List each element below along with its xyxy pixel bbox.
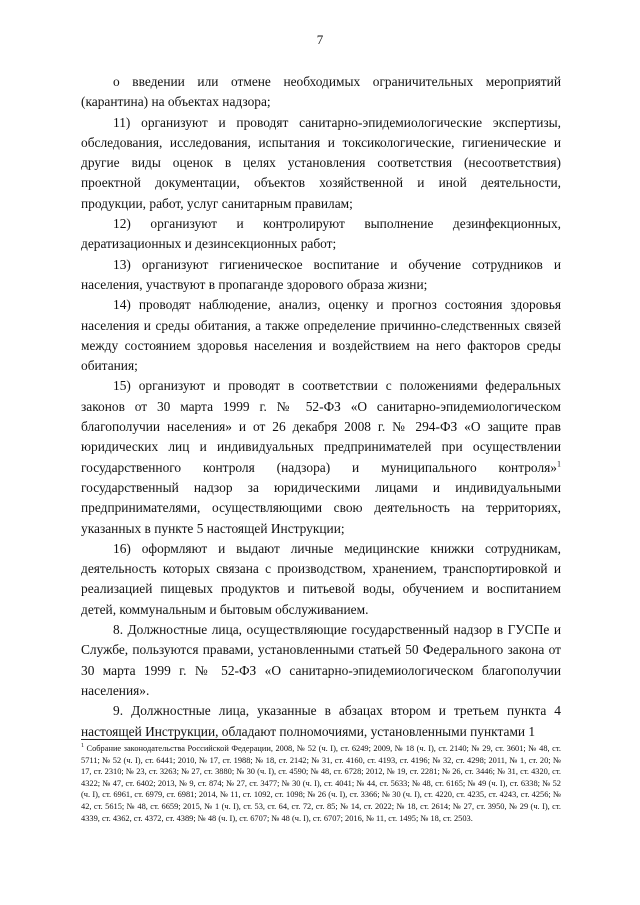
footnote-mark: 1 (81, 743, 84, 750)
footnote-reference: 1 (557, 459, 561, 469)
paragraph-item-13: 13) организуют гигиеническое воспитание и обучение сотрудников и населения, участвуют в пропаганде здорового образа жизни; (81, 256, 561, 292)
footnote-divider (81, 739, 241, 740)
paragraph-item-15 (81, 376, 561, 538)
footnote-text: Собрание законодательства Российской Федерации, 2008, № 52 (ч. I), ст. 6249; 2009, № 18 (ч. I), ст. 2140; № 29, ст. 3601; № 48, ст. 5711; № 52 (ч. I), ст. 6441; 2010, № 17, ст. 1988; № 18, ст. 2142; № 31, ст. 4160, ст. 4193, ст. 4196; № 32, ст. 4298; 2011, № 1, ст. 20; № 17, ст. 2310; № 23, ст. 3263; № 27, ст. 3880; № 30 (ч. I), ст. 4590; № 48, ст. 6728; 2012, № 19, ст. 2281; № 26, ст. 3446; № 31, ст. 4320, ст. 4322; № 47, ст. 6402; 2013, № 9, ст. 874; № 27, ст. 3477; № 30 (ч. I), ст. 4041; № 44, ст. 5633; № 48, ст. 6165; № 49 (ч. I), ст. 6338; № 52 (ч. I), ст. 6961, ст. 6979, ст. 6981; 2014, № 11, ст. 1092, ст. 1098; № 26 (ч. I), ст. 3366; № 30 (ч. I), ст. 4220, ст. 4235, ст. 4243, ст. 4256; № 42, ст. 5615; № 48, ст. 6659; 2015, № 1 (ч. I), ст. 53, ст. 64, ст. 72, ст. 85; № 14, ст. 2022; № 18, ст. 2614; № 27, ст. 3950, № 29 (ч. I), ст. 4339, ст. 4362, ст. 4372, ст. 4389; № 48 (ч. I), ст. 6707; № 48 (ч. I), ст. 6707; 2016, № 11, ст. 1495; № 18, ст. 2503. (81, 744, 561, 823)
paragraph-item-12: 12) организуют и контролируют выполнение дезинфекционных, дератизационных и дезинсекционных работ; (81, 216, 561, 252)
document-body (81, 72, 561, 742)
paragraph-section-9: 9. Должностные лица, указанные в абзацах втором и третьем пункта 4 настоящей Инструкции, обладают полномочиями, установленными пунктами 1 (81, 703, 561, 739)
paragraph-carantine-continuation: о введении или отмене необходимых ограничительных мероприятий (карантина) на объектах надзора; (81, 74, 561, 110)
page-number: 7 (316, 32, 324, 47)
paragraph-section-8: 8. Должностные лица, осуществляющие государственный надзор в ГУСПе и Службе, пользуются правами, установленными статьей 50 Федерального закона от 30 марта 1999 г. № 52-ФЗ «О санитарно-эпидемиологическом благополучии населения». (81, 622, 561, 698)
paragraph-item-14: 14) проводят наблюдение, анализ, оценку и прогноз состояния здоровья населения и среды обитания, а также определение причинно-следственных связей между состоянием здоровья населения и воздействием на него факторов среды обитания; (81, 297, 561, 374)
paragraph-item-15-text: 15) организуют и проводят в соответствии с положениями федеральных законов от 30 марта 1999 г. № 52-ФЗ «О санитарно-эпидемиологическом благополучии населения» и от 26 декабря 2008 г. № 294-ФЗ «О защите прав юридических лиц и индивидуальных предпринимателей при осуществлении государственного контроля (надзора) и муниципального контроля» (81, 378, 561, 475)
paragraph-item-11: 11) организуют и проводят санитарно-эпидемиологические экспертизы, обследования, исследования, испытания и токсикологические, гигиенические и другие виды оценок в целях установления соответствия (несоответствия) проектной документации, объектов хозяйственной и иной деятельности, продукции, работ, услуг санитарным правилам; (81, 114, 561, 211)
footnote (81, 743, 561, 824)
paragraph-item-16: 16) оформляют и выдают личные медицинские книжки сотрудникам, деятельность которых связана с производством, хранением, транспортировкой и реализацией пищевых продуктов и питьевой воды, обучением и воспитанием детей, коммунальным и бытовым обслуживанием. (81, 540, 561, 617)
paragraph-item-15-rest: государственный надзор за юридическими лицами и индивидуальными предпринимателями, осуществляющими свою деятельность на территориях, указанных в пункте 5 настоящей Инструкции; (81, 479, 561, 536)
